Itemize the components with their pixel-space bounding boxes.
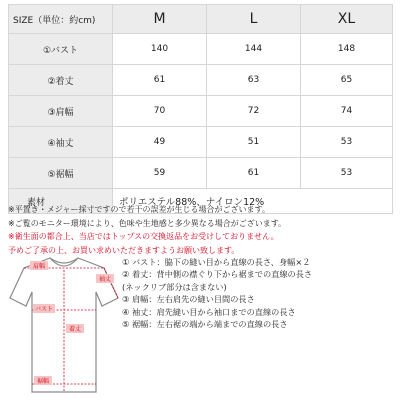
shoulder-l-value: 72 [207,96,301,127]
diagram-label-sleeve: 袖丈 [98,276,112,283]
size-header-label: SIZE（単位：約cm) [9,5,113,34]
table-row-sleeve [9,127,393,158]
note-monitor: ※ご覧のモニター環境により、色味や生地感と多少異なる場合がございます。 [8,218,287,228]
row-label-length: ②着丈 [9,65,113,96]
diagram-label-hem: 裾幅 [36,378,50,385]
row-label-shoulder: ③肩幅 [9,96,113,127]
table-row-shoulder [9,96,393,127]
row-label-hem: ⑤裾幅 [9,158,113,189]
legend-sleeve: ④ 袖丈：肩先縫い目から袖口までの直線の長さ [122,306,296,317]
material-label: 素材 [9,189,113,214]
legend-length: ② 着丈：背中側の襟ぐり下から裾までの直線の長さ [122,269,313,280]
length-l-value: 63 [207,65,301,96]
diagram-label-shoulder: 肩幅 [32,263,46,270]
size-xl-header: XL [301,5,393,34]
table-row-hem [9,158,393,189]
material-value: ポリエステル88%、ナイロン12% [113,189,393,214]
size-m-header: M [113,5,207,34]
table-row-bust [9,34,393,65]
table-row-length [9,65,393,96]
shoulder-xl-value: 74 [301,96,393,127]
diagram-label-bust: バスト [34,306,54,313]
legend-length-note: (ネックリブ部分は含まない) [122,281,227,292]
sleeve-l-value: 51 [207,127,301,158]
hem-l-value: 61 [207,158,301,189]
shoulder-m-value: 70 [113,96,207,127]
note-no-return: ※衛生面の都合上、当店ではトップスの交換返品をお受けしておりません。 [8,232,279,241]
length-xl-value: 65 [301,65,393,96]
legend-bust: ① バスト：脇下の縫い目から直線の長さ、身幅×２ [122,257,311,267]
hem-m-value: 59 [113,158,207,189]
note-acknowledge: 予めご了承の上、お買い求めいただきますようお願い致します。 [8,245,240,255]
sleeve-xl-value: 53 [301,127,393,158]
hem-xl-value: 53 [301,158,393,189]
notes-block [8,203,392,257]
row-label-sleeve: ④袖丈 [9,127,113,158]
bust-l-value: 144 [207,34,301,65]
bust-xl-value: 148 [301,34,393,65]
tshirt-measurement-diagram [8,252,120,398]
legend-shoulder: ③ 肩幅：左右肩先の縫い目間の長さ [122,294,255,305]
measurement-legend [122,256,398,330]
size-l-header: L [207,5,301,34]
bust-m-value: 140 [113,34,207,65]
row-label-bust: ①バスト [9,34,113,65]
note-measurement: ※平置き・メジャー採寸ですので若干の誤差が生じる場合がございます。 [8,205,270,214]
length-m-value: 61 [113,65,207,96]
size-table [8,4,393,214]
sleeve-m-value: 49 [113,127,207,158]
legend-hem: ⑤ 裾幅：左右裾の端から端までの直線の長さ [122,319,288,330]
diagram-label-length: 着丈 [68,326,82,333]
size-header-row [9,5,393,34]
